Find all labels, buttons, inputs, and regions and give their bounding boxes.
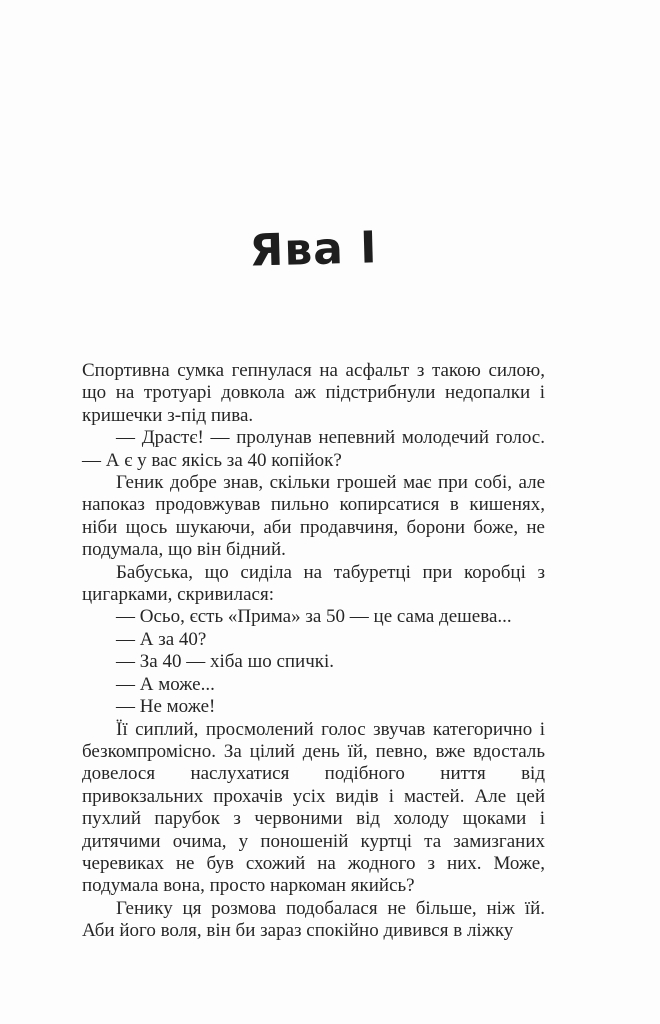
chapter-title: Ява I [248,222,379,277]
paragraph-dialogue: — А за 40? [116,628,207,650]
paragraph: Спортивна сумка гепнулася на асфальт з такою силою, що на тротуарі довкола аж підстрибнули недопалки і кришечки з-під пива. [82,360,545,426]
paragraph-dialogue: — А може... [116,673,215,695]
paragraph-dialogue: — Осьо, єсть «Прима» за 50 — це сама дешева... [116,606,512,628]
paragraph-dialogue: — Не може! [116,696,216,718]
paragraph: Бабуська, що сиділа на табуретці при коробці з цигарками, скривилася: [82,561,545,606]
paragraph: Її сиплий, просмолений голос звучав категорично і безкомпромісно. За цілий день їй, певно, вже вдосталь довелося наслухатися подібного ниття від привокзальних прохачів усіх видів і мастей. Але цей пухлий парубок з червоними від холоду щоками і дитячими очима, у поношеній куртці та замизганих черевиках не був схожий на жодного з них. Може, подумала вона, просто наркоман якийсь? [82,718,545,897]
chapter-text [82,360,545,943]
paragraph: Геник добре знав, скільки грошей має при собі, але напоказ продовжував пильно копирсатися в кишенях, ніби щось шукаючи, аби продавчиня, борони боже, не подумала, що він бідний. [82,472,545,561]
paragraph: Генику ця розмова подобалася не більше, ніж їй. Аби його воля, він би зараз спокійно дивився в ліжку [82,897,545,942]
paragraph-dialogue: — За 40 — хіба шо спичкі. [116,651,335,673]
paragraph-dialogue: — Драстє! — пролунав непевний молодечий голос. — А є у вас якісь за 40 копійок? [82,427,545,471]
